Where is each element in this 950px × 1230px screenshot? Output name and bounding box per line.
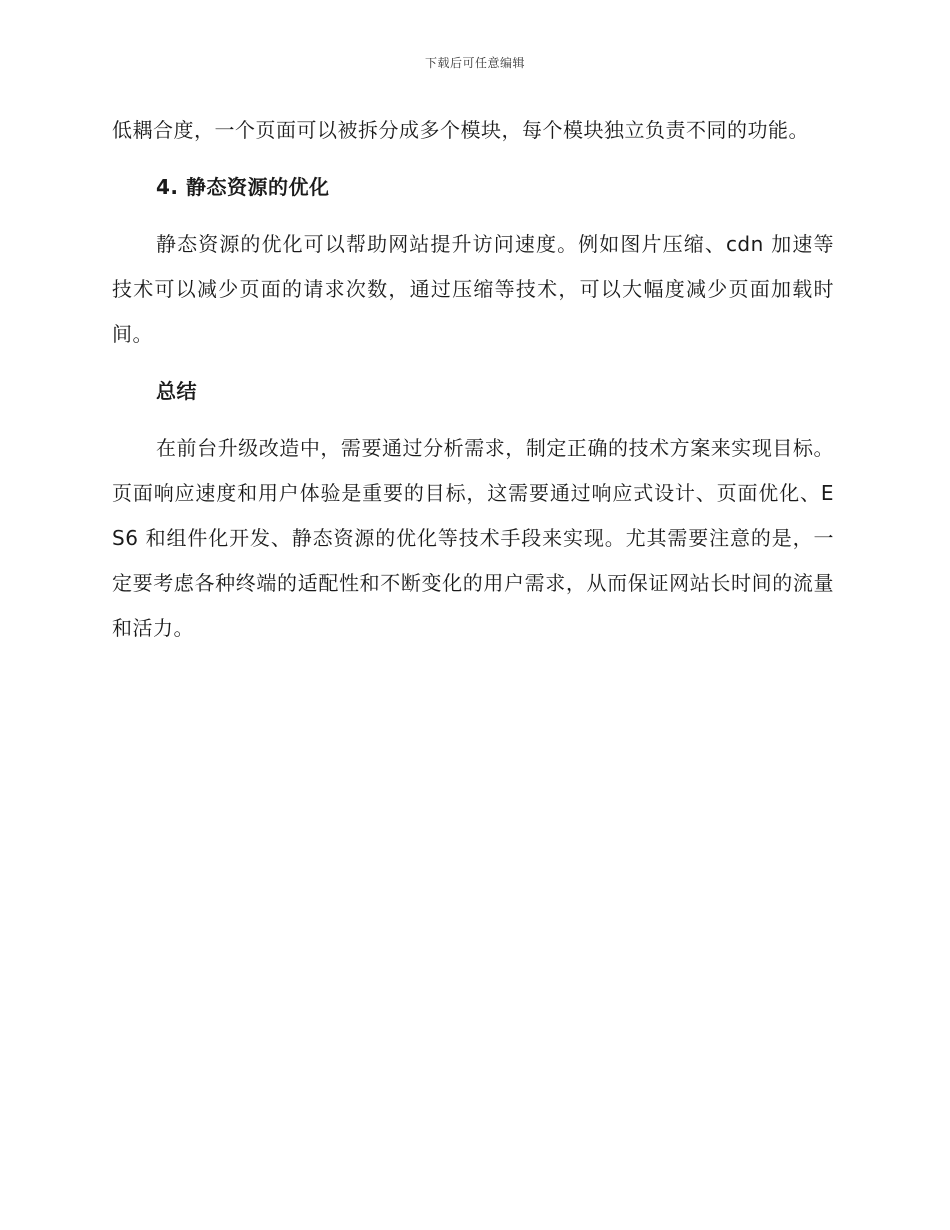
paragraph-summary: 在前台升级改造中，需要通过分析需求，制定正确的技术方案来实现目标。页面响应速度和用户体验是重要的目标，这需要通过响应式设计、页面优化、ES6 和组件化开发、静态资源的优化等技术手段来实现。尤其需要注意的是，一定要考虑各种终端的适配性和不断变化的用户需求，从而保证网站长时间的流量和活力。 [112, 436, 834, 640]
document-body [112, 108, 834, 663]
paragraph-static-resources: 静态资源的优化可以帮助网站提升访问速度。例如图片压缩、cdn 加速等技术可以减少页面的请求次数，通过压缩等技术，可以大幅度减少页面加载时间。 [112, 232, 834, 346]
section-heading-summary: 总结 [156, 379, 197, 403]
paragraph-continuation: 低耦合度，一个页面可以被拆分成多个模块，每个模块独立负责不同的功能。 [112, 118, 809, 142]
section-heading-static-resources: 4. 静态资源的优化 [156, 175, 330, 199]
header-note: 下载后可任意编辑 [424, 56, 525, 70]
